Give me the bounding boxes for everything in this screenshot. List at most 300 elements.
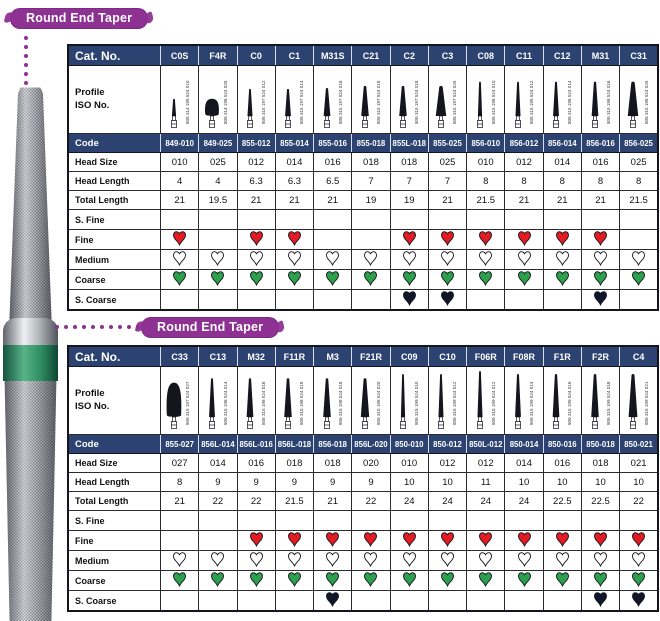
bur-profile-icon	[621, 66, 657, 130]
bur-profile-icon	[583, 66, 619, 130]
bur-spec-table	[67, 345, 659, 612]
grit-cell	[467, 270, 505, 290]
bur-profile-icon	[238, 66, 274, 130]
dotted-leader-vertical	[24, 36, 28, 85]
row-label-total_length: Total Length	[68, 492, 161, 511]
profile-cell	[620, 367, 658, 435]
grit-cell	[543, 290, 581, 311]
profile-cell	[237, 66, 275, 134]
profile-cell	[543, 66, 581, 134]
grit-drop-icon	[249, 270, 264, 286]
cat-no-row	[68, 45, 658, 66]
grit-cell	[505, 531, 543, 551]
bur-profile-icon	[353, 367, 389, 431]
head_size-cell: 025	[620, 153, 658, 172]
grit-cell	[352, 511, 390, 531]
profile-cell	[199, 66, 237, 134]
dot	[24, 45, 28, 49]
grit-drop-icon	[555, 531, 570, 547]
grit-drop-icon	[249, 230, 264, 246]
grit-cell	[505, 591, 543, 612]
head_length-cell: 6.5	[314, 172, 352, 191]
total_length-cell: 21	[314, 191, 352, 210]
grit-drop-icon	[517, 250, 532, 266]
row-label-total_length: Total Length	[68, 191, 161, 210]
grit-cell	[199, 591, 237, 612]
grit-cell	[505, 571, 543, 591]
grit-drop-icon	[440, 290, 455, 306]
head_length-cell: 10	[428, 473, 466, 492]
head_length-cell: 8	[543, 172, 581, 191]
dot	[55, 325, 59, 329]
grit-cell	[581, 591, 619, 612]
grit-drop-icon	[363, 551, 378, 567]
grit-cell	[314, 551, 352, 571]
grit-cell	[237, 511, 275, 531]
grit-row-medium	[68, 250, 658, 270]
grit-cell	[161, 551, 199, 571]
code-cell: 850L-012	[467, 435, 505, 454]
grit-drop-icon	[593, 571, 608, 587]
cat-no-cell: F11R	[275, 346, 313, 367]
grit-cell	[390, 551, 428, 571]
grit-cell	[543, 230, 581, 250]
grit-drop-icon	[555, 230, 570, 246]
grit-cell	[352, 290, 390, 311]
grit-row-fine	[68, 531, 658, 551]
profile-cell	[275, 367, 313, 435]
grit-drop-icon	[363, 571, 378, 587]
grit-cell	[314, 591, 352, 612]
row-label-medium: Medium	[68, 250, 161, 270]
cat-no-cell: C1	[275, 45, 313, 66]
head_size-cell: 027	[161, 454, 199, 473]
bur-profile-icon	[544, 66, 580, 130]
grit-cell	[467, 591, 505, 612]
grit-drop-icon	[402, 571, 417, 587]
profile-cell	[543, 367, 581, 435]
iso-number: 806 315 197 524 025	[452, 80, 458, 124]
grit-row-s_fine	[68, 511, 658, 531]
bur-profile-icon	[315, 66, 351, 130]
cat-no-cell: M3	[314, 346, 352, 367]
grit-cell	[467, 290, 505, 311]
grit-cell	[275, 290, 313, 311]
code-cell: 850-016	[543, 435, 581, 454]
head_length-cell: 9	[352, 473, 390, 492]
grit-cell	[314, 210, 352, 230]
grit-drop-icon	[555, 571, 570, 587]
grit-drop-icon	[631, 250, 646, 266]
grit-drop-icon	[287, 551, 302, 567]
spec-table-1	[67, 44, 659, 311]
grit-drop-icon	[555, 250, 570, 266]
head_length-cell: 10	[390, 473, 428, 492]
head_size-cell: 010	[161, 153, 199, 172]
head_length-cell: 4	[199, 172, 237, 191]
iso-number: 806 315 199 524 021	[643, 381, 649, 425]
cat-no-cell: F06R	[467, 346, 505, 367]
grit-drop-icon	[363, 270, 378, 286]
grit-cell	[581, 250, 619, 270]
grit-drop-icon	[249, 531, 264, 547]
profile-cell	[161, 66, 199, 134]
head_length-cell: 6.3	[275, 172, 313, 191]
row-label-fine: Fine	[68, 531, 161, 551]
cat-no-cell: C0	[237, 45, 275, 66]
cat-no-cell: C21	[352, 45, 390, 66]
bur-shank-cap	[3, 318, 58, 346]
profile-cell	[505, 66, 543, 134]
iso-number: 806 315 199 524 014	[529, 381, 535, 425]
grit-cell	[467, 511, 505, 531]
dot	[82, 325, 86, 329]
iso-number: 806 315 197 524 027	[184, 381, 190, 425]
grit-cell	[237, 591, 275, 612]
grit-cell	[581, 571, 619, 591]
grit-cell	[199, 531, 237, 551]
head_length-cell: 9	[237, 473, 275, 492]
bur-profile-icon	[200, 66, 236, 130]
grit-cell	[505, 290, 543, 311]
grit-drop-icon	[287, 531, 302, 547]
head_length-cell: 11	[467, 473, 505, 492]
cat-no-cell: F2R	[581, 346, 619, 367]
row-label-cat-no: Cat. No.	[68, 45, 161, 66]
bur-diamond-shaft	[3, 381, 58, 621]
profile-cell	[199, 367, 237, 435]
grit-cell	[314, 250, 352, 270]
diamond-bur-photo-bottom	[3, 318, 58, 620]
grit-drop-icon	[249, 571, 264, 587]
head_length-cell: 10	[543, 473, 581, 492]
grit-cell	[543, 511, 581, 531]
grit-drop-icon	[555, 551, 570, 567]
head_length-row	[68, 473, 658, 492]
grit-cell	[390, 591, 428, 612]
grit-row-coarse	[68, 571, 658, 591]
total_length-cell: 21.5	[467, 191, 505, 210]
code-cell: 855-014	[275, 134, 313, 153]
head_size-cell: 016	[543, 454, 581, 473]
iso-number: 806 315 198 524 025	[643, 80, 649, 124]
grit-cell	[581, 210, 619, 230]
grit-cell	[352, 551, 390, 571]
bur-profile-icon	[468, 66, 504, 130]
grit-cell	[581, 230, 619, 250]
cat-no-cell: M31S	[314, 45, 352, 66]
iso-number: 806 314 198 524 025	[222, 80, 228, 124]
grit-drop-icon	[440, 551, 455, 567]
grit-cell	[390, 270, 428, 290]
dot	[24, 36, 28, 40]
grit-drop-icon	[325, 551, 340, 567]
profile-cell	[581, 367, 619, 435]
grit-drop-icon	[517, 551, 532, 567]
iso-number: 806 315 197 524 012	[261, 80, 267, 124]
bur-profile-icon	[162, 367, 198, 431]
spec-table-2	[67, 345, 659, 612]
grit-drop-icon	[593, 230, 608, 246]
head_length-cell: 10	[581, 473, 619, 492]
grit-cell	[428, 210, 466, 230]
grit-drop-icon	[631, 571, 646, 587]
grit-cell	[275, 591, 313, 612]
grit-cell	[620, 210, 658, 230]
grit-cell	[275, 230, 313, 250]
code-cell: 856-014	[543, 134, 581, 153]
grit-cell	[199, 551, 237, 571]
grit-cell	[620, 571, 658, 591]
iso-number: 806 315 199 524 016	[567, 381, 573, 425]
grit-cell	[428, 270, 466, 290]
code-cell: 856L-016	[237, 435, 275, 454]
cat-no-cell: M31	[581, 45, 619, 66]
grit-cell	[505, 230, 543, 250]
grit-drop-icon	[478, 230, 493, 246]
cat-no-cell: C3	[428, 45, 466, 66]
grit-cell	[505, 210, 543, 230]
grit-drop-icon	[517, 230, 532, 246]
grit-cell	[620, 230, 658, 250]
row-label-s_coarse: S. Coarse	[68, 290, 161, 311]
bur-profile-icon	[276, 367, 312, 431]
row-label-s_coarse: S. Coarse	[68, 591, 161, 612]
head_length-cell: 9	[275, 473, 313, 492]
total_length-row	[68, 191, 658, 210]
code-cell: 850-014	[505, 435, 543, 454]
cat-no-cell: C0S	[161, 45, 199, 66]
code-cell: 855-018	[352, 134, 390, 153]
row-label-head_size: Head Size	[68, 454, 161, 473]
grit-cell	[581, 511, 619, 531]
grit-drop-icon	[249, 250, 264, 266]
total_length-cell: 24	[467, 492, 505, 511]
row-label-s_fine: S. Fine	[68, 210, 161, 230]
head_size-row	[68, 454, 658, 473]
grit-cell	[543, 250, 581, 270]
code-cell: 856-018	[314, 435, 352, 454]
grit-drop-icon	[325, 571, 340, 587]
cat-no-row	[68, 346, 658, 367]
grit-drop-icon	[402, 270, 417, 286]
total_length-cell: 24	[390, 492, 428, 511]
total_length-cell: 21	[161, 492, 199, 511]
head_size-cell: 012	[428, 454, 466, 473]
grit-cell	[428, 511, 466, 531]
grit-drop-icon	[593, 270, 608, 286]
grit-cell	[505, 270, 543, 290]
grit-cell	[620, 591, 658, 612]
code-cell: 850-010	[390, 435, 428, 454]
iso-number: 806 315 197 524 018	[375, 80, 381, 124]
code-cell: 849-025	[199, 134, 237, 153]
grit-cell	[505, 511, 543, 531]
iso-number: 806 315 197 524 014	[299, 80, 305, 124]
head_size-cell: 014	[505, 454, 543, 473]
grit-drop-icon	[325, 531, 340, 547]
grit-cell	[620, 290, 658, 311]
grit-drop-icon	[478, 250, 493, 266]
total_length-cell: 24	[505, 492, 543, 511]
grit-cell	[390, 571, 428, 591]
dot	[118, 325, 122, 329]
row-label-coarse: Coarse	[68, 270, 161, 290]
grit-cell	[543, 210, 581, 230]
grit-cell	[275, 571, 313, 591]
cat-no-cell: C10	[428, 346, 466, 367]
grit-cell	[390, 531, 428, 551]
profile-cell	[390, 367, 428, 435]
grit-drop-icon	[593, 290, 608, 306]
grit-cell	[237, 531, 275, 551]
grit-drop-icon	[593, 591, 608, 607]
head_size-cell: 018	[275, 454, 313, 473]
cat-no-cell: C31	[620, 45, 658, 66]
grit-cell	[620, 250, 658, 270]
head_size-cell: 016	[581, 153, 619, 172]
dot	[24, 72, 28, 76]
grit-cell	[161, 511, 199, 531]
total_length-cell: 19	[352, 191, 390, 210]
grit-cell	[428, 551, 466, 571]
profile-cell	[237, 367, 275, 435]
grit-drop-icon	[287, 250, 302, 266]
iso-number: 806 315 199 524 018	[605, 381, 611, 425]
head_size-cell: 016	[237, 454, 275, 473]
head_length-cell: 7	[428, 172, 466, 191]
row-label-head_length: Head Length	[68, 473, 161, 492]
dot	[24, 63, 28, 67]
head_length-cell: 9	[199, 473, 237, 492]
grit-drop-icon	[517, 270, 532, 286]
grit-drop-icon	[325, 270, 340, 286]
profile-cell	[467, 367, 505, 435]
grit-drop-icon	[172, 551, 187, 567]
head_length-cell: 8	[581, 172, 619, 191]
grit-cell	[352, 591, 390, 612]
head_size-cell: 025	[428, 153, 466, 172]
grit-cell	[428, 571, 466, 591]
code-row	[68, 134, 658, 153]
grit-cell	[543, 571, 581, 591]
grit-cell	[199, 230, 237, 250]
grit-cell	[428, 230, 466, 250]
row-label-code: Code	[68, 435, 161, 454]
grit-cell	[467, 571, 505, 591]
head_length-cell: 8	[620, 172, 658, 191]
head_length-cell: 10	[620, 473, 658, 492]
row-label-s_fine: S. Fine	[68, 511, 161, 531]
grit-cell	[237, 571, 275, 591]
grit-cell	[390, 230, 428, 250]
head_size-cell: 018	[352, 153, 390, 172]
head_size-cell: 021	[620, 454, 658, 473]
row-label-code: Code	[68, 134, 161, 153]
bur-profile-icon	[353, 66, 389, 130]
iso-number: 806 315 198 524 018	[337, 381, 343, 425]
profile-cell	[352, 66, 390, 134]
grit-cell	[199, 511, 237, 531]
code-cell: 855L-018	[390, 134, 428, 153]
grit-cell	[620, 511, 658, 531]
grit-drop-icon	[517, 571, 532, 587]
row-label-cat-no: Cat. No.	[68, 346, 161, 367]
grit-drop-icon	[172, 571, 187, 587]
bur-profile-icon	[583, 367, 619, 431]
grit-cell	[620, 551, 658, 571]
grit-drop-icon	[631, 551, 646, 567]
row-label-head_size: Head Size	[68, 153, 161, 172]
dot	[91, 325, 95, 329]
bur-coarse-green-band	[3, 345, 58, 381]
grit-drop-icon	[593, 551, 608, 567]
dot	[24, 54, 28, 58]
total_length-cell: 19	[390, 191, 428, 210]
head_size-cell: 014	[199, 454, 237, 473]
grit-drop-icon	[172, 250, 187, 266]
row-label-head_length: Head Length	[68, 172, 161, 191]
grit-cell	[352, 250, 390, 270]
iso-number: 806 315 197 524 018	[414, 80, 420, 124]
head_size-cell: 014	[543, 153, 581, 172]
total_length-cell: 21	[581, 191, 619, 210]
grit-cell	[543, 591, 581, 612]
head_size-cell: 018	[581, 454, 619, 473]
code-cell: 856L-014	[199, 435, 237, 454]
grit-cell	[237, 230, 275, 250]
bur-profile-icon	[200, 367, 236, 431]
grit-cell	[275, 250, 313, 270]
dot	[73, 325, 77, 329]
total_length-cell: 22	[620, 492, 658, 511]
grit-drop-icon	[287, 571, 302, 587]
head_length-cell: 9	[314, 473, 352, 492]
grit-cell	[237, 551, 275, 571]
grit-cell	[237, 210, 275, 230]
iso-number: 806 315 198 524 012	[529, 80, 535, 124]
grit-cell	[428, 290, 466, 311]
profile-row	[68, 66, 658, 134]
code-row	[68, 435, 658, 454]
total_length-cell: 21	[505, 191, 543, 210]
grit-row-coarse	[68, 270, 658, 290]
head_length-cell: 8	[161, 473, 199, 492]
grit-cell	[467, 531, 505, 551]
grit-drop-icon	[440, 250, 455, 266]
iso-number: 806 315 198 524 010	[490, 80, 496, 124]
row-label-profile: Profile ISO No.	[68, 367, 161, 435]
grit-cell	[199, 270, 237, 290]
code-cell: 850-012	[428, 435, 466, 454]
bur-profile-icon	[544, 367, 580, 431]
total_length-cell: 21.5	[275, 492, 313, 511]
bur-profile-icon	[506, 367, 542, 431]
total_length-cell: 22.5	[543, 492, 581, 511]
head_size-cell: 014	[275, 153, 313, 172]
grit-cell	[581, 531, 619, 551]
head_size-cell: 025	[199, 153, 237, 172]
grit-cell	[199, 290, 237, 311]
iso-number: 806 314 198 524 010	[184, 80, 190, 124]
grit-cell	[161, 591, 199, 612]
grit-drop-icon	[287, 270, 302, 286]
grit-cell	[543, 551, 581, 571]
head_length-cell: 10	[505, 473, 543, 492]
grit-cell	[428, 250, 466, 270]
grit-cell	[428, 531, 466, 551]
bur-profile-icon	[429, 367, 465, 431]
